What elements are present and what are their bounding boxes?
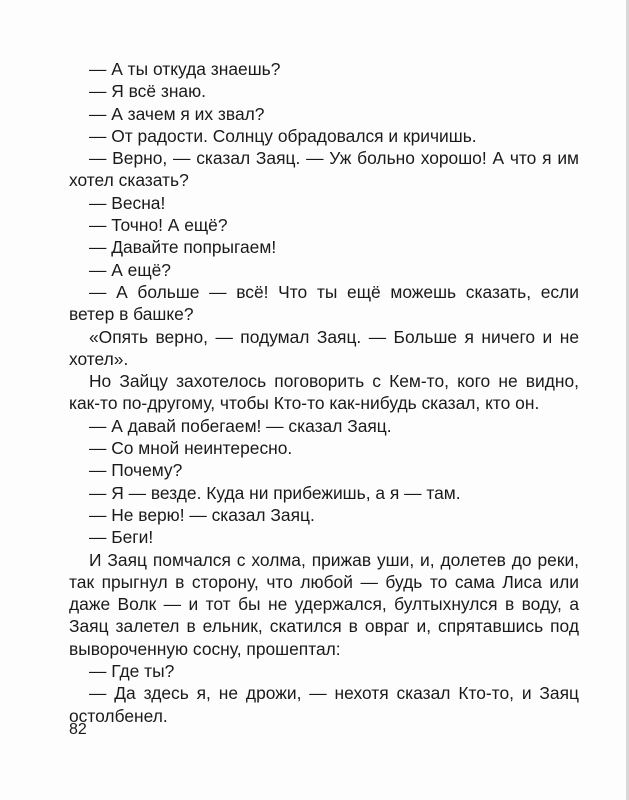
dialogue-line: — А зачем я их звал? [89, 103, 265, 124]
dialogue-line: — Я — везде. Куда ни прибежишь, а я — там. [89, 482, 461, 503]
dialogue-line: — От радости. Солнцу обрадовался и кричишь. [89, 125, 477, 146]
narration-paragraph: Но Зайцу захотелось поговорить с Кем-то, кого не видно, как-то по-другому, чтобы Кто-то как-нибудь сказал, кто он. [69, 371, 579, 414]
dialogue-line: — Со мной неинтересно. [89, 438, 293, 459]
thought-line: «Опять верно, — подумал Заяц. — Больше я ничего и не хотел». [69, 326, 579, 369]
dialogue-line: — Не верю! — сказал Заяц. [89, 504, 315, 525]
dialogue-line: — Весна! [89, 192, 166, 213]
dialogue-line: — Где ты? [89, 661, 175, 682]
dialogue-line: — А ещё? [89, 259, 171, 280]
dialogue-line: — Я всё знаю. [89, 81, 206, 102]
dialogue-line: — А больше — всё! Что ты ещё можешь сказать, если ветер в башке? [69, 281, 579, 325]
dialogue-line: — Почему? [89, 460, 183, 481]
dialogue-line: — Верно, — сказал Заяц. — Уж больно хорошо! А что я им хотел сказать? [69, 148, 579, 191]
dialogue-line: — Давайте попрыгаем! [89, 237, 277, 258]
dialogue-line: — Точно! А ещё? [89, 215, 228, 236]
narration-paragraph: И Заяц помчался с холма, прижав уши, и, долетев до реки, так прыгнул в сторону, что любой — будь то сама Лиса или даже Волк — и тот бы не удержался, бултыхнулся в воду, а Заяц залетел в ельник, скатился в овраг и, спрятавшись под вывороченную сосну, прошептал: [69, 549, 579, 659]
dialogue-line: — А давай побегаем! — сказал Заяц. [89, 415, 392, 436]
dialogue-line: — Да здесь я, не дрожи, — нехотя сказал Кто-то, и Заяц остолбенел. [69, 683, 579, 726]
dialogue-line: — Беги! [89, 527, 154, 548]
page-number: 82 [69, 721, 87, 738]
page-text [69, 58, 579, 727]
dialogue-line: — А ты откуда знаешь? [89, 59, 281, 79]
